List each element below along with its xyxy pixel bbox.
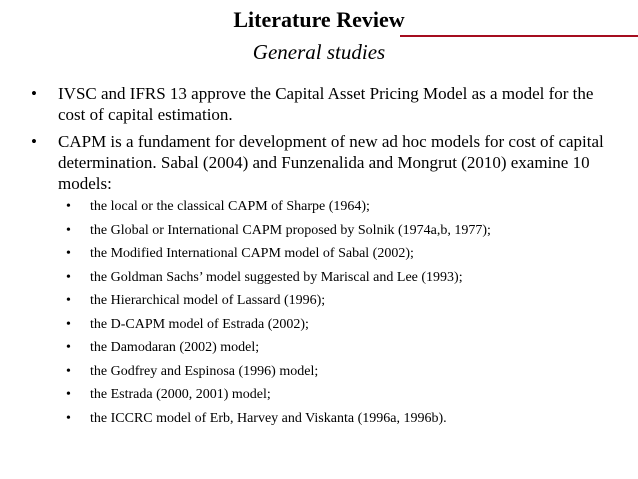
sub-bullet-list: [58, 198, 618, 433]
sub-bullet-dot-icon: •: [66, 410, 71, 426]
sub-bullet-text: the D-CAPM model of Estrada (2002);: [90, 316, 309, 332]
sub-bullet-text: the Damodaran (2002) model;: [90, 340, 260, 355]
sub-bullet-dot-icon: •: [66, 293, 71, 308]
sub-bullet-item: [58, 386, 618, 410]
accent-line: [400, 35, 638, 37]
sub-bullet-item: [58, 245, 618, 269]
sub-bullet-item: [58, 292, 618, 316]
bullet-dot-icon: •: [31, 132, 37, 151]
sub-bullet-item: [58, 363, 618, 387]
sub-bullet-dot-icon: •: [66, 199, 71, 214]
sub-bullet-item: [58, 269, 618, 293]
bullet-item: [28, 83, 618, 125]
sub-bullet-item: [58, 410, 618, 434]
sub-bullet-text: the Hierarchical model of Lassard (1996);: [90, 293, 326, 308]
sub-bullet-dot-icon: •: [66, 246, 71, 261]
sub-bullet-dot-icon: •: [66, 269, 71, 285]
sub-bullet-text: the Godfrey and Espinosa (1996) model;: [90, 363, 319, 379]
slide-title: Literature Review: [233, 7, 405, 32]
sub-bullet-text: the Estrada (2000, 2001) model;: [90, 387, 271, 402]
sub-bullet-text: the Global or International CAPM proposed by Solnik (1974a,b, 1977);: [90, 222, 491, 238]
sub-bullet-dot-icon: •: [66, 222, 71, 238]
bullet-list: [28, 83, 618, 439]
sub-bullet-dot-icon: •: [66, 363, 71, 379]
sub-bullet-dot-icon: •: [66, 316, 71, 332]
sub-bullet-item: [58, 316, 618, 340]
sub-bullet-text: the Goldman Sachs’ model suggested by Mariscal and Lee (1993);: [90, 269, 463, 285]
sub-bullet-text: the local or the classical CAPM of Sharpe (1964);: [90, 199, 370, 214]
sub-bullet-text: the Modified International CAPM model of Sabal (2002);: [90, 246, 414, 261]
bullet-dot-icon: •: [31, 84, 37, 103]
slide-subtitle: General studies: [252, 40, 386, 64]
bullet-text: CAPM is a fundament for development of new ad hoc models for cost of capital determination. Sabal (2004) and Funzenalida and Mongrut (2010) examine 10 models:: [58, 132, 604, 193]
bullet-item: [28, 131, 618, 433]
sub-bullet-dot-icon: •: [66, 340, 71, 355]
sub-bullet-item: [58, 222, 618, 246]
sub-bullet-dot-icon: •: [66, 387, 71, 402]
sub-bullet-item: [58, 339, 618, 363]
bullet-text: IVSC and IFRS 13 approve the Capital Asset Pricing Model as a model for the cost of capital estimation.: [58, 84, 594, 124]
sub-bullet-text: the ICCRC model of Erb, Harvey and Viskanta (1996a, 1996b).: [90, 410, 447, 426]
sub-bullet-item: [58, 198, 618, 222]
